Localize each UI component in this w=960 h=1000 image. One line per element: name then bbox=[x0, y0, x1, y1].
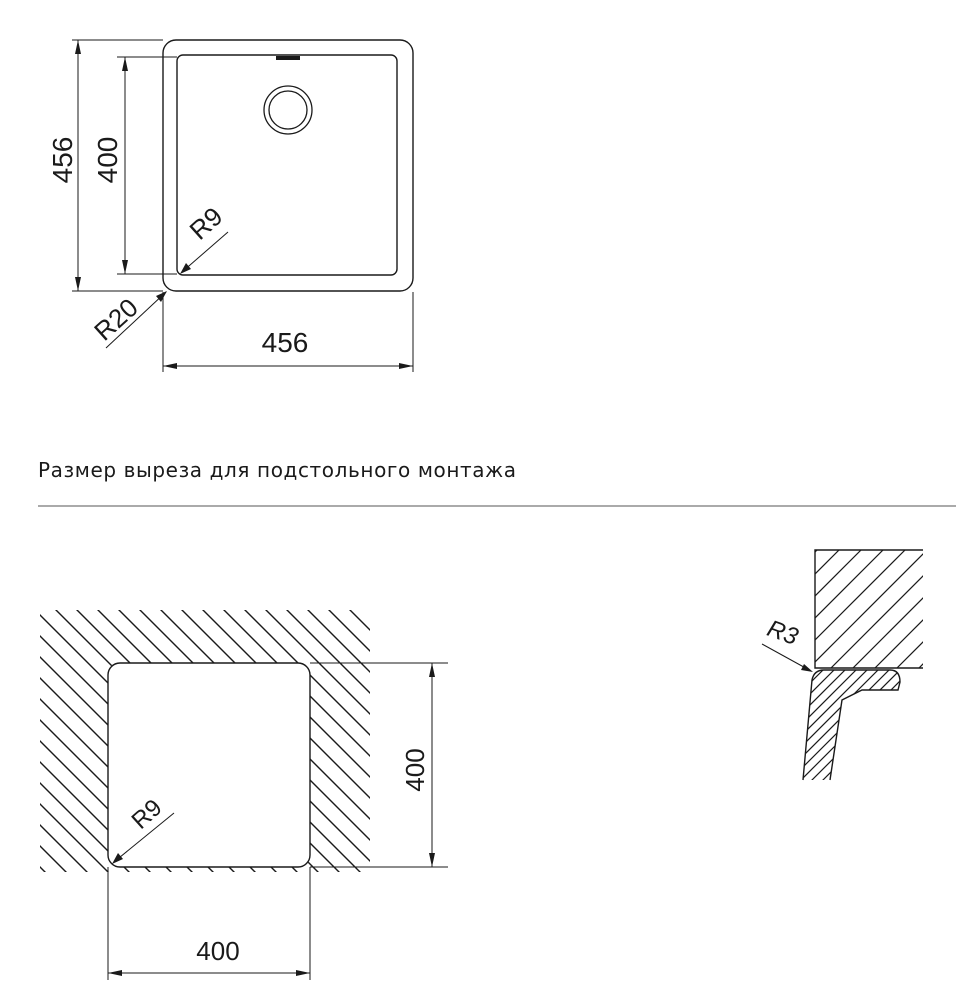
drain-icon bbox=[264, 86, 312, 134]
dimension-inner-height bbox=[117, 57, 177, 274]
cutout-view bbox=[0, 600, 940, 980]
sink-edge-hatching bbox=[565, 665, 960, 785]
outer-height-label: 456 bbox=[47, 136, 78, 184]
countertop-section-hatching bbox=[560, 545, 960, 675]
outer-width-label: 456 bbox=[261, 327, 309, 358]
outer-radius-label: R20 bbox=[88, 292, 144, 347]
overflow-slot-icon bbox=[276, 56, 300, 60]
countertop-hatching bbox=[0, 600, 940, 885]
inner-height-label: 400 bbox=[92, 136, 123, 184]
inner-radius-label: R9 bbox=[183, 201, 229, 246]
sink-inner-outline bbox=[177, 55, 397, 275]
sink-outer-outline bbox=[163, 40, 413, 291]
cutout-height-label: 400 bbox=[400, 748, 430, 792]
edge-detail bbox=[560, 545, 960, 785]
edge-radius-label: R3 bbox=[763, 615, 802, 651]
cutout-outline bbox=[108, 663, 310, 867]
cutout-width-label: 400 bbox=[196, 936, 240, 966]
section-title: Размер выреза для подстольного монтажа bbox=[38, 458, 517, 482]
top-view bbox=[47, 40, 413, 372]
countertop-section-outline bbox=[815, 550, 923, 668]
cutout-radius-label: R9 bbox=[126, 794, 168, 835]
